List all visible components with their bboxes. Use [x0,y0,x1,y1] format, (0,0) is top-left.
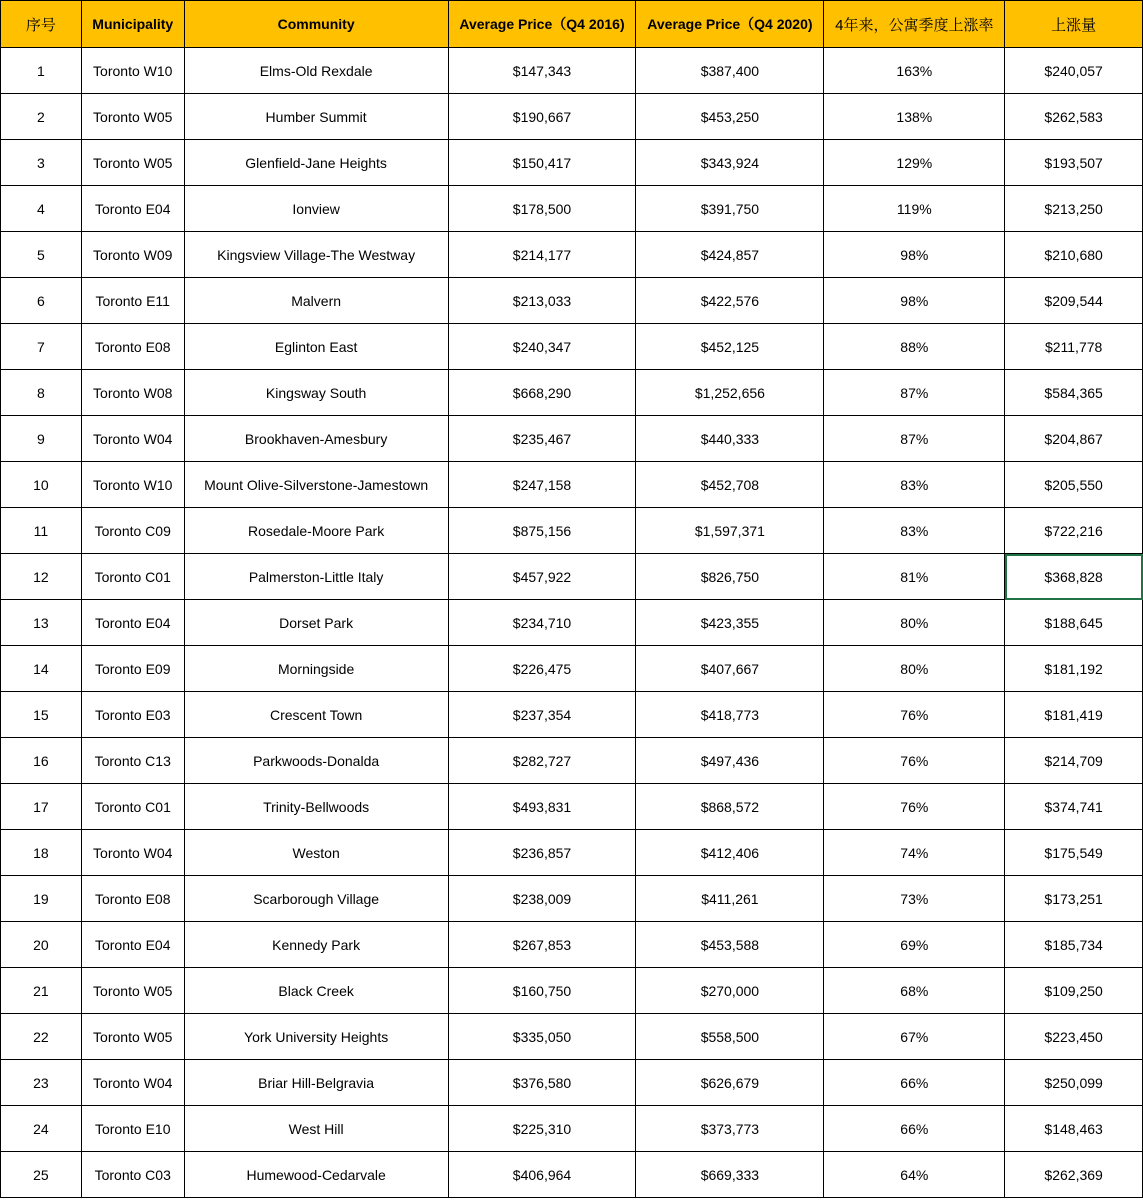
cell-increase[interactable]: $185,734 [1005,922,1143,968]
cell-index[interactable]: 13 [1,600,82,646]
cell-price-2020[interactable]: $373,773 [636,1106,824,1152]
cell-price-2016[interactable]: $226,475 [448,646,636,692]
cell-increase[interactable]: $181,192 [1005,646,1143,692]
cell-community[interactable]: Crescent Town [184,692,448,738]
cell-price-2016[interactable]: $238,009 [448,876,636,922]
table-row [1,600,1143,646]
cell-community[interactable]: Ionview [184,186,448,232]
cell-index[interactable]: 1 [1,48,82,94]
cell-growth-rate[interactable]: 119% [824,186,1005,232]
cell-index[interactable]: 15 [1,692,82,738]
cell-price-2020[interactable]: $424,857 [636,232,824,278]
table-row [1,186,1143,232]
cell-municipality[interactable]: Toronto E04 [81,922,184,968]
cell-price-2020[interactable]: $826,750 [636,554,824,600]
cell-community[interactable]: West Hill [184,1106,448,1152]
cell-price-2020[interactable]: $387,400 [636,48,824,94]
cell-index[interactable]: 21 [1,968,82,1014]
cell-municipality[interactable]: Toronto W04 [81,1060,184,1106]
cell-price-2020[interactable]: $418,773 [636,692,824,738]
cell-price-2020[interactable]: $453,250 [636,94,824,140]
cell-price-2016[interactable]: $160,750 [448,968,636,1014]
table-row [1,692,1143,738]
table-row [1,922,1143,968]
cell-price-2020[interactable]: $391,750 [636,186,824,232]
cell-increase[interactable]: $175,549 [1005,830,1143,876]
cell-growth-rate[interactable]: 163% [824,48,1005,94]
cell-index[interactable]: 4 [1,186,82,232]
cell-growth-rate[interactable]: 88% [824,324,1005,370]
cell-index[interactable]: 3 [1,140,82,186]
cell-price-2020[interactable]: $270,000 [636,968,824,1014]
cell-index[interactable]: 22 [1,1014,82,1060]
cell-community[interactable]: Brookhaven-Amesbury [184,416,448,462]
cell-community[interactable]: Mount Olive-Silverstone-Jamestown [184,462,448,508]
cell-price-2016[interactable]: $406,964 [448,1152,636,1198]
cell-municipality[interactable]: Toronto W04 [81,830,184,876]
cell-increase[interactable]: $374,741 [1005,784,1143,830]
cell-municipality[interactable]: Toronto C01 [81,784,184,830]
cell-municipality[interactable]: Toronto W08 [81,370,184,416]
header-cell-price-2020[interactable]: Average Price（Q4 2020) [636,1,824,48]
cell-price-2016[interactable]: $150,417 [448,140,636,186]
cell-growth-rate[interactable]: 83% [824,462,1005,508]
cell-growth-rate[interactable]: 80% [824,646,1005,692]
table-header [1,1,1143,48]
table-row [1,554,1143,600]
cell-municipality[interactable]: Toronto E03 [81,692,184,738]
cell-increase[interactable]: $173,251 [1005,876,1143,922]
table-row [1,1106,1143,1152]
cell-increase[interactable]: $262,583 [1005,94,1143,140]
cell-growth-rate[interactable]: 67% [824,1014,1005,1060]
table-row [1,370,1143,416]
table-row [1,94,1143,140]
cell-municipality[interactable]: Toronto W10 [81,48,184,94]
cell-growth-rate[interactable]: 76% [824,692,1005,738]
cell-municipality[interactable]: Toronto W10 [81,462,184,508]
cell-index[interactable]: 9 [1,416,82,462]
cell-municipality[interactable]: Toronto C13 [81,738,184,784]
cell-community[interactable]: Glenfield-Jane Heights [184,140,448,186]
cell-increase[interactable]: $181,419 [1005,692,1143,738]
cell-index[interactable]: 8 [1,370,82,416]
cell-municipality[interactable]: Toronto E08 [81,876,184,922]
cell-price-2020[interactable]: $412,406 [636,830,824,876]
cell-index[interactable]: 11 [1,508,82,554]
cell-growth-rate[interactable]: 98% [824,232,1005,278]
cell-community[interactable]: Kingsview Village-The Westway [184,232,448,278]
cell-price-2016[interactable]: $240,347 [448,324,636,370]
cell-community[interactable]: Dorset Park [184,600,448,646]
header-cell-growth-rate[interactable]: 4年来，公寓季度上涨率 [824,1,1005,48]
header-cell-municipality[interactable]: Municipality [81,1,184,48]
cell-price-2020[interactable]: $626,679 [636,1060,824,1106]
cell-increase[interactable]: $213,250 [1005,186,1143,232]
cell-growth-rate[interactable]: 73% [824,876,1005,922]
table-row [1,784,1143,830]
table-row [1,1014,1143,1060]
cell-index[interactable]: 2 [1,94,82,140]
table-row [1,140,1143,186]
cell-growth-rate[interactable]: 76% [824,784,1005,830]
cell-community[interactable]: Elms-Old Rexdale [184,48,448,94]
table-row [1,738,1143,784]
cell-price-2016[interactable]: $457,922 [448,554,636,600]
cell-increase[interactable]: $214,709 [1005,738,1143,784]
cell-price-2020[interactable]: $422,576 [636,278,824,324]
cell-index[interactable]: 18 [1,830,82,876]
cell-increase[interactable]: $148,463 [1005,1106,1143,1152]
cell-community[interactable]: Briar Hill-Belgravia [184,1060,448,1106]
cell-price-2016[interactable]: $247,158 [448,462,636,508]
cell-community[interactable]: Humewood-Cedarvale [184,1152,448,1198]
cell-increase[interactable]: $210,680 [1005,232,1143,278]
cell-price-2020[interactable]: $452,125 [636,324,824,370]
cell-increase[interactable]: $223,450 [1005,1014,1143,1060]
cell-increase[interactable]: $204,867 [1005,416,1143,462]
cell-index[interactable]: 5 [1,232,82,278]
cell-increase[interactable]: $193,507 [1005,140,1143,186]
cell-price-2020[interactable]: $440,333 [636,416,824,462]
cell-increase[interactable]: $368,828 [1005,554,1143,600]
cell-price-2016[interactable]: $335,050 [448,1014,636,1060]
cell-index[interactable]: 25 [1,1152,82,1198]
cell-community[interactable]: Humber Summit [184,94,448,140]
header-cell-increase[interactable]: 上涨量 [1005,1,1143,48]
cell-index[interactable]: 12 [1,554,82,600]
cell-price-2020[interactable]: $343,924 [636,140,824,186]
cell-municipality[interactable]: Toronto W09 [81,232,184,278]
table-body [1,48,1143,1198]
cell-increase[interactable]: $584,365 [1005,370,1143,416]
table-row [1,830,1143,876]
cell-price-2020[interactable]: $453,588 [636,922,824,968]
cell-index[interactable]: 19 [1,876,82,922]
cell-price-2020[interactable]: $423,355 [636,600,824,646]
cell-community[interactable]: Trinity-Bellwoods [184,784,448,830]
cell-growth-rate[interactable]: 74% [824,830,1005,876]
header-row [1,1,1143,48]
cell-index[interactable]: 17 [1,784,82,830]
cell-price-2016[interactable]: $282,727 [448,738,636,784]
cell-community[interactable]: York University Heights [184,1014,448,1060]
cell-community[interactable]: Palmerston-Little Italy [184,554,448,600]
cell-price-2016[interactable]: $493,831 [448,784,636,830]
cell-price-2016[interactable]: $190,667 [448,94,636,140]
cell-community[interactable]: Malvern [184,278,448,324]
cell-price-2020[interactable]: $558,500 [636,1014,824,1060]
table-row [1,48,1143,94]
cell-municipality[interactable]: Toronto C03 [81,1152,184,1198]
cell-price-2016[interactable]: $668,290 [448,370,636,416]
cell-growth-rate[interactable]: 87% [824,370,1005,416]
cell-community[interactable]: Morningside [184,646,448,692]
cell-price-2016[interactable]: $214,177 [448,232,636,278]
cell-index[interactable]: 16 [1,738,82,784]
cell-price-2016[interactable]: $237,354 [448,692,636,738]
cell-municipality[interactable]: Toronto E09 [81,646,184,692]
cell-community[interactable]: Black Creek [184,968,448,1014]
header-cell-community[interactable]: Community [184,1,448,48]
cell-price-2016[interactable]: $236,857 [448,830,636,876]
cell-municipality[interactable]: Toronto E08 [81,324,184,370]
cell-growth-rate[interactable]: 129% [824,140,1005,186]
cell-growth-rate[interactable]: 69% [824,922,1005,968]
cell-increase[interactable]: $250,099 [1005,1060,1143,1106]
cell-price-2020[interactable]: $497,436 [636,738,824,784]
cell-municipality[interactable]: Toronto E04 [81,186,184,232]
cell-growth-rate[interactable]: 64% [824,1152,1005,1198]
cell-price-2016[interactable]: $225,310 [448,1106,636,1152]
table-row [1,1060,1143,1106]
cell-increase[interactable]: $205,550 [1005,462,1143,508]
cell-price-2020[interactable]: $407,667 [636,646,824,692]
cell-growth-rate[interactable]: 76% [824,738,1005,784]
cell-increase[interactable]: $211,778 [1005,324,1143,370]
table-row [1,462,1143,508]
cell-index[interactable]: 23 [1,1060,82,1106]
cell-increase[interactable]: $109,250 [1005,968,1143,1014]
cell-municipality[interactable]: Toronto C01 [81,554,184,600]
cell-municipality[interactable]: Toronto W05 [81,140,184,186]
cell-municipality[interactable]: Toronto C09 [81,508,184,554]
cell-price-2016[interactable]: $178,500 [448,186,636,232]
cell-municipality[interactable]: Toronto E11 [81,278,184,324]
cell-municipality[interactable]: Toronto E10 [81,1106,184,1152]
table-row [1,646,1143,692]
cell-price-2016[interactable]: $235,467 [448,416,636,462]
header-cell-price-2016[interactable]: Average Price（Q4 2016) [448,1,636,48]
table-row [1,508,1143,554]
table-row [1,968,1143,1014]
cell-price-2020[interactable]: $868,572 [636,784,824,830]
cell-community[interactable]: Rosedale-Moore Park [184,508,448,554]
cell-price-2020[interactable]: $411,261 [636,876,824,922]
cell-community[interactable]: Eglinton East [184,324,448,370]
cell-price-2016[interactable]: $267,853 [448,922,636,968]
cell-price-2020[interactable]: $1,597,371 [636,508,824,554]
cell-price-2016[interactable]: $234,710 [448,600,636,646]
cell-increase[interactable]: $262,369 [1005,1152,1143,1198]
table-row [1,876,1143,922]
cell-community[interactable]: Parkwoods-Donalda [184,738,448,784]
header-cell-index[interactable]: 序号 [1,1,82,48]
cell-community[interactable]: Kennedy Park [184,922,448,968]
cell-index[interactable]: 6 [1,278,82,324]
cell-growth-rate[interactable]: 66% [824,1106,1005,1152]
cell-growth-rate[interactable]: 68% [824,968,1005,1014]
cell-price-2020[interactable]: $1,252,656 [636,370,824,416]
cell-price-2016[interactable]: $147,343 [448,48,636,94]
cell-growth-rate[interactable]: 66% [824,1060,1005,1106]
cell-increase[interactable]: $209,544 [1005,278,1143,324]
cell-community[interactable]: Weston [184,830,448,876]
cell-municipality[interactable]: Toronto W05 [81,1014,184,1060]
cell-growth-rate[interactable]: 83% [824,508,1005,554]
cell-community[interactable]: Kingsway South [184,370,448,416]
cell-community[interactable]: Scarborough Village [184,876,448,922]
cell-price-2016[interactable]: $875,156 [448,508,636,554]
cell-municipality[interactable]: Toronto W04 [81,416,184,462]
table-row [1,416,1143,462]
cell-growth-rate[interactable]: 98% [824,278,1005,324]
cell-index[interactable]: 7 [1,324,82,370]
cell-index[interactable]: 20 [1,922,82,968]
cell-growth-rate[interactable]: 80% [824,600,1005,646]
cell-increase[interactable]: $722,216 [1005,508,1143,554]
cell-municipality[interactable]: Toronto E04 [81,600,184,646]
cell-increase[interactable]: $240,057 [1005,48,1143,94]
cell-increase[interactable]: $188,645 [1005,600,1143,646]
table-row [1,232,1143,278]
table-row [1,278,1143,324]
cell-price-2020[interactable]: $452,708 [636,462,824,508]
cell-index[interactable]: 24 [1,1106,82,1152]
cell-growth-rate[interactable]: 81% [824,554,1005,600]
cell-index[interactable]: 14 [1,646,82,692]
table-row [1,1152,1143,1198]
cell-price-2020[interactable]: $669,333 [636,1152,824,1198]
cell-price-2016[interactable]: $213,033 [448,278,636,324]
cell-municipality[interactable]: Toronto W05 [81,94,184,140]
cell-municipality[interactable]: Toronto W05 [81,968,184,1014]
cell-index[interactable]: 10 [1,462,82,508]
cell-growth-rate[interactable]: 87% [824,416,1005,462]
cell-growth-rate[interactable]: 138% [824,94,1005,140]
cell-price-2016[interactable]: $376,580 [448,1060,636,1106]
table-row [1,324,1143,370]
